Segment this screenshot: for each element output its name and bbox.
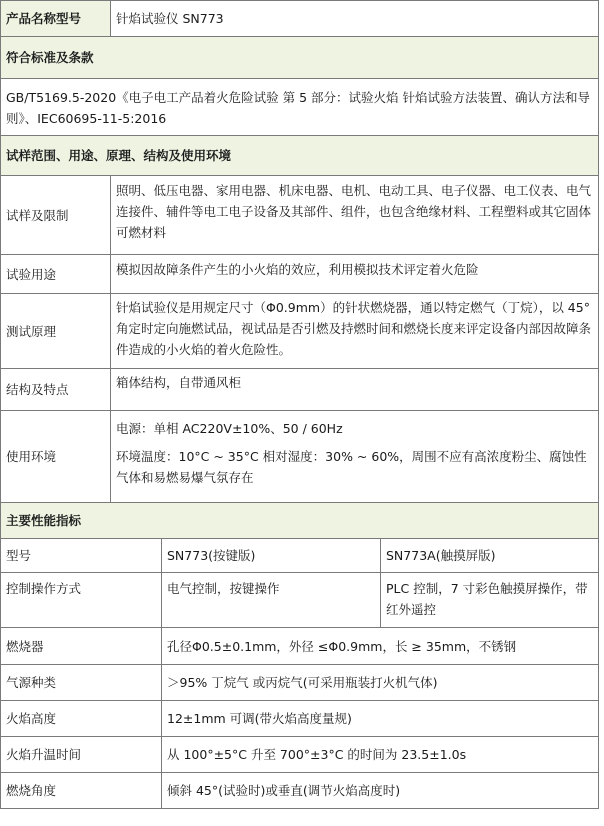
spec-row <box>1 737 599 773</box>
scope-row-label: 使用环境 <box>1 411 111 503</box>
product-label: 产品名称型号 <box>1 1 111 37</box>
spec-value: ＞95% 丁烷气 或丙烷气(可采用瓶装打火机气体) <box>162 665 599 701</box>
spec-value: 12±1mm 可调(带火焰高度量规) <box>162 701 599 737</box>
control-b: PLC 控制，7 寸彩色触摸屏操作，带红外遥控 <box>381 573 599 628</box>
scope-row-label: 结构及特点 <box>1 369 111 411</box>
spec-label: 火焰高度 <box>1 701 162 737</box>
model-row <box>1 539 599 573</box>
spec-row <box>1 628 599 665</box>
spec-value: 倾斜 45°(试验时)或垂直(调节火焰高度时) <box>162 773 599 809</box>
scope-row-label: 测试原理 <box>1 294 111 369</box>
performance-heading: 主要性能指标 <box>1 503 599 539</box>
scope-row <box>1 294 599 369</box>
scope-row <box>1 369 599 411</box>
spec-label: 气源种类 <box>1 665 162 701</box>
spec-label: 火焰升温时间 <box>1 737 162 773</box>
power-spec: 电源：单相 AC220V±10%、50 / 60Hz <box>116 421 343 436</box>
standards-heading-row <box>1 37 599 79</box>
scope-row <box>1 411 599 503</box>
scope-row <box>1 255 599 294</box>
model-b: SN773A(触摸屏版) <box>381 539 599 573</box>
control-row <box>1 573 599 628</box>
scope-row-text: 照明、低压电器、家用电器、机床电器、电机、电动工具、电子仪器、电工仪表、电气连接件、辅件等电工电子设备及其部件、组件，也包含绝缘材料、工程塑料或其它固体可燃材料 <box>111 176 599 255</box>
standards-text: GB/T5169.5-2020《电子电工产品着火危险试验 第 5 部分：试验火焰 针焰试验方法装置、确认方法和导则》、IEC60695-11-5:2016 <box>1 79 599 136</box>
spec-label: 燃烧角度 <box>1 773 162 809</box>
model-a: SN773(按键版) <box>162 539 381 573</box>
spec-row <box>1 665 599 701</box>
scope-heading-row <box>1 136 599 176</box>
performance-heading-row <box>1 503 599 539</box>
scope-row-label: 试验用途 <box>1 255 111 294</box>
scope-row-text: 箱体结构，自带通风柜 <box>111 369 599 411</box>
ambient-spec: 环境温度：10°C ~ 35°C 相对湿度：30% ~ 60%，周围不应有高浓度粉尘、腐蚀性气体和易燃易爆气氛存在 <box>116 449 587 485</box>
spec-row <box>1 701 599 737</box>
model-label: 型号 <box>1 539 162 573</box>
scope-row-label: 试样及限制 <box>1 176 111 255</box>
control-a: 电气控制，按键操作 <box>162 573 381 628</box>
standards-heading: 符合标准及条款 <box>1 37 599 79</box>
scope-row <box>1 176 599 255</box>
product-row <box>1 1 599 37</box>
standards-text-row <box>1 79 599 136</box>
scope-row-text: 针焰试验仪是用规定尺寸（Φ0.9mm）的针状燃烧器，通以特定燃气（丁烷），以 45° 角定时定向施燃试品，视试品是否引燃及持燃时间和燃烧长度来评定设备内部因故障条件造成的小火焰的着火危险性。 <box>111 294 599 369</box>
control-label: 控制操作方式 <box>1 573 162 628</box>
spec-row <box>1 773 599 809</box>
spec-value: 从 100°±5°C 升至 700°±3°C 的时间为 23.5±1.0s <box>162 737 599 773</box>
scope-heading: 试样范围、用途、原理、结构及使用环境 <box>1 136 599 176</box>
spec-value: 孔径Φ0.5±0.1mm，外径 ≤Φ0.9mm，长 ≥ 35mm，不锈钢 <box>162 628 599 665</box>
spec-label: 燃烧器 <box>1 628 162 665</box>
scope-row-text: 模拟因故障条件产生的小火焰的效应，利用模拟技术评定着火危险 <box>111 255 599 294</box>
product-value: 针焰试验仪 SN773 <box>111 1 599 37</box>
environment-cell <box>111 411 599 503</box>
